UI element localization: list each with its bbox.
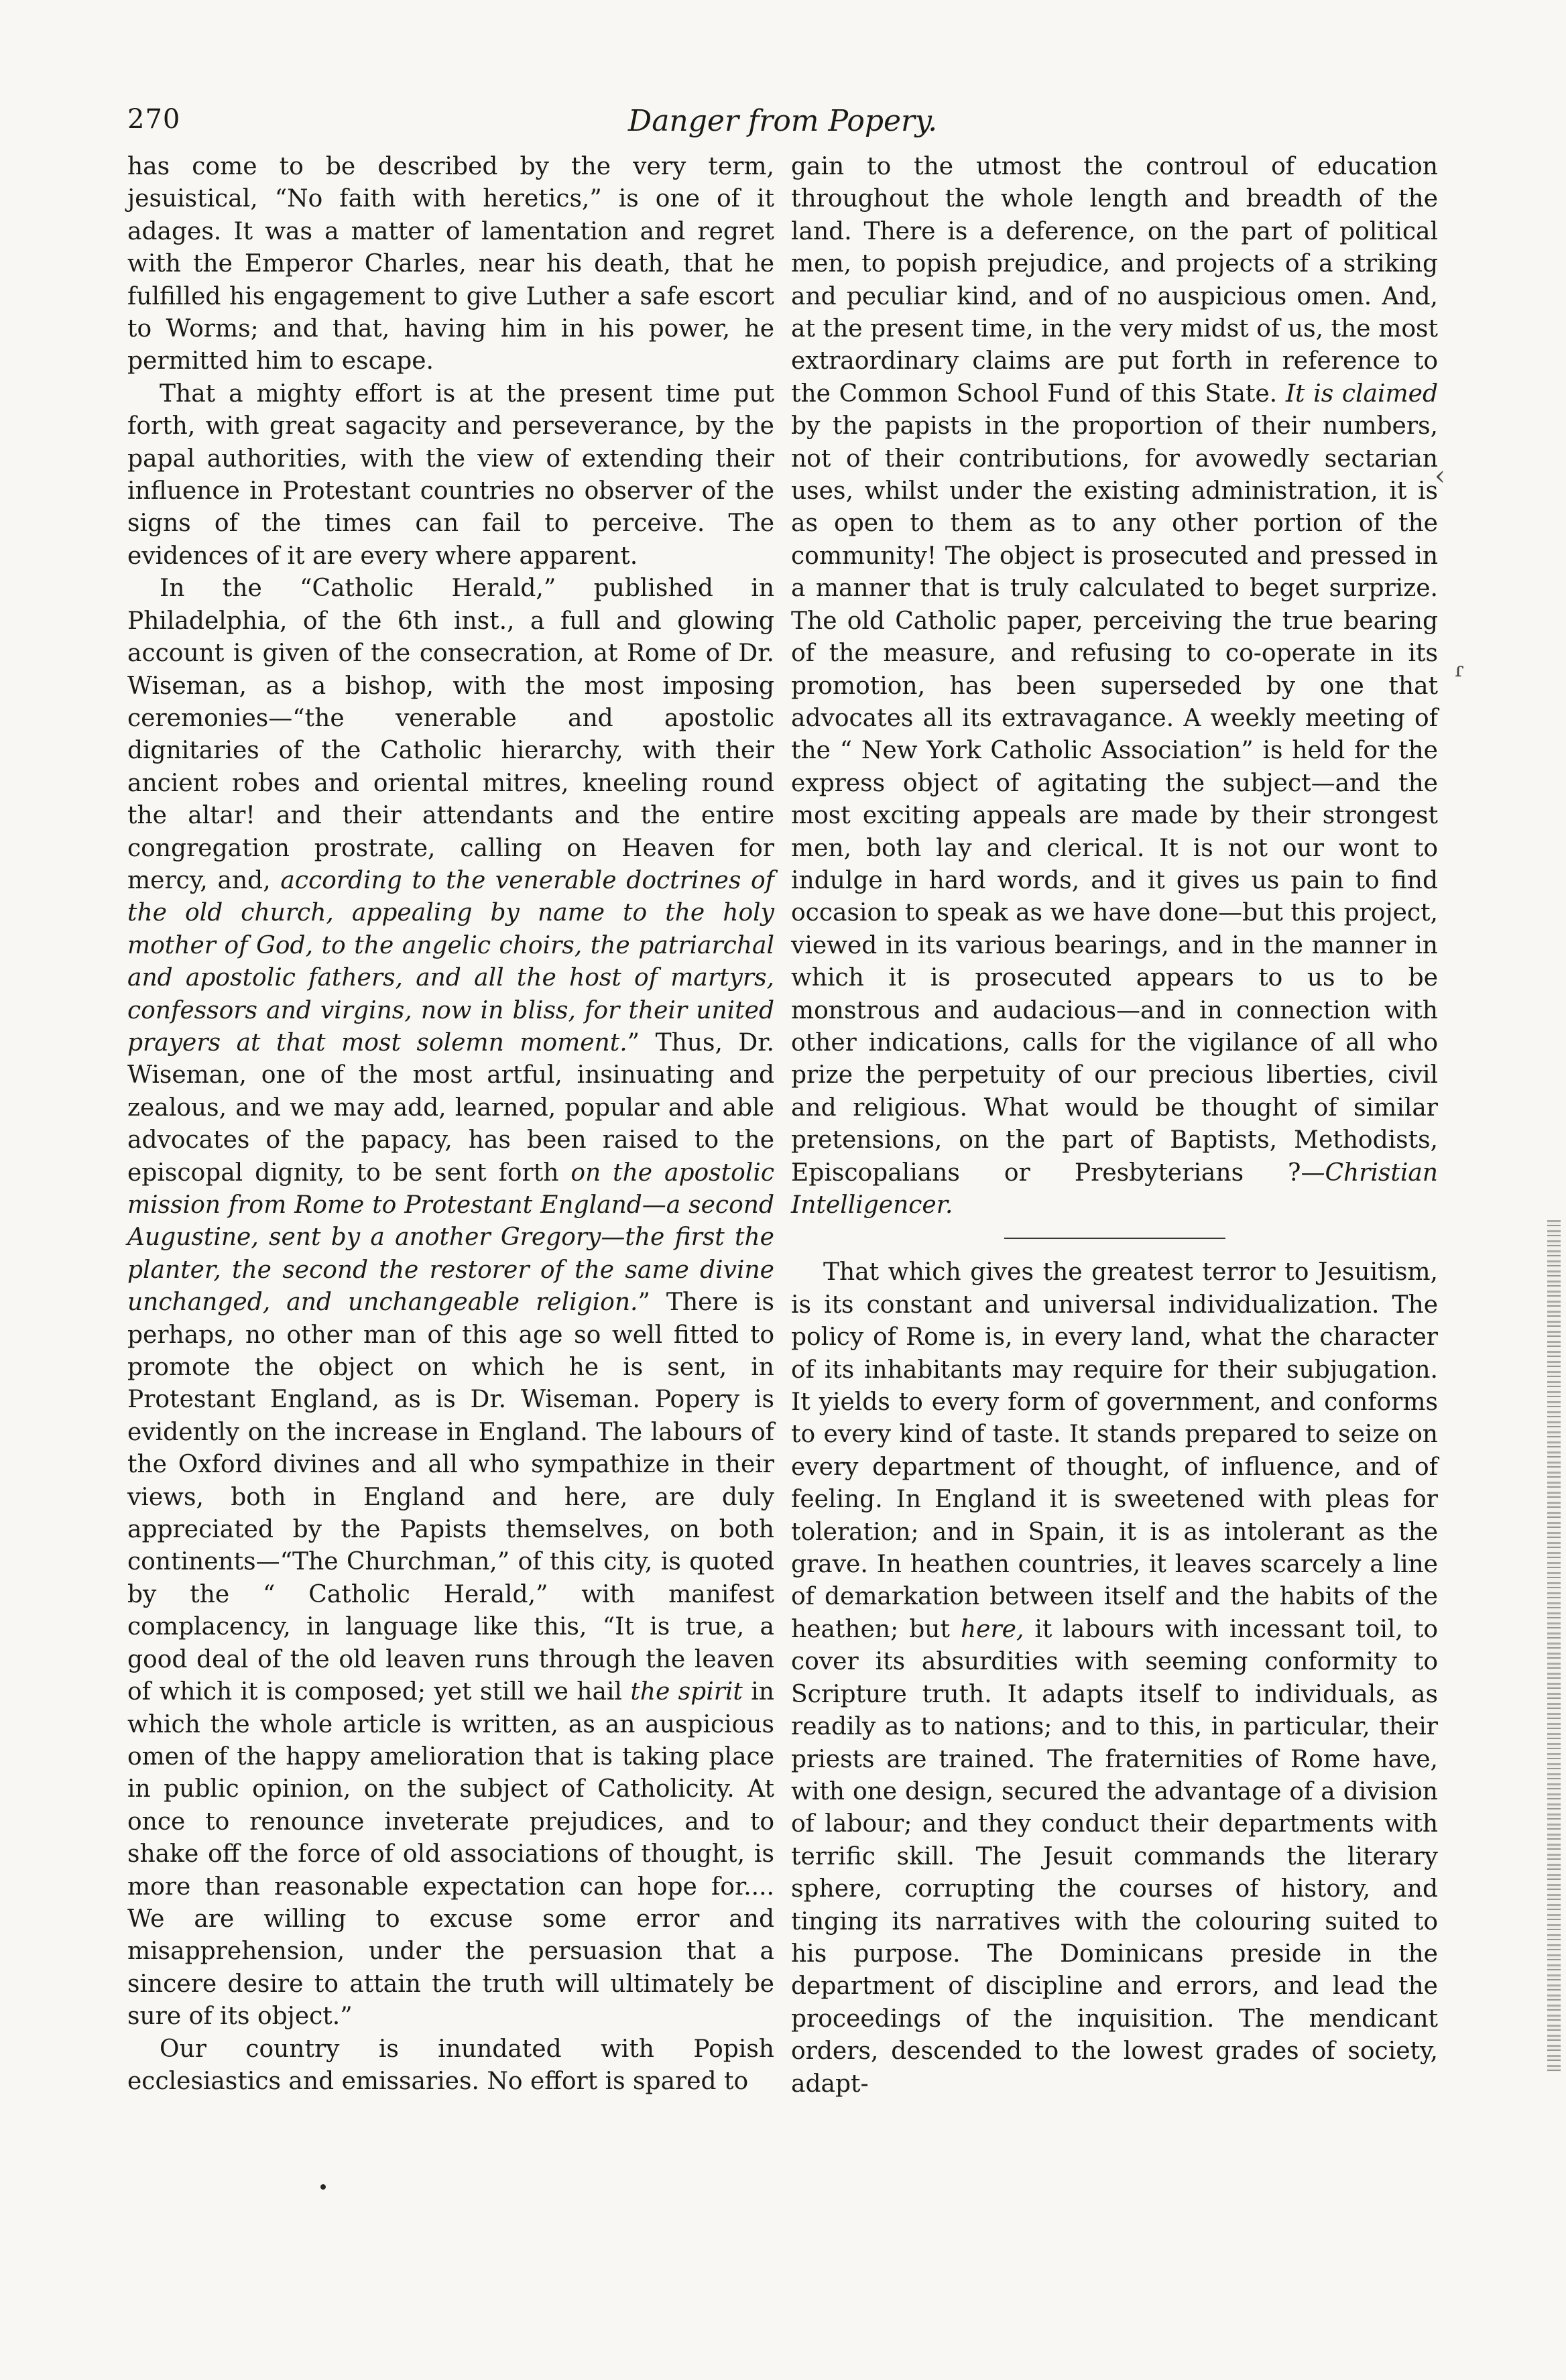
- text-run: In the “Catholic Herald,” published in Philadelphia, of the 6th inst., a full and glowing account is given of the consecration, at Rome of Dr. Wiseman, as a bishop, with the most imposing ceremonies—“the venerable and apostolic dignitaries of the Catholic hierarchy, with their ancient robes and oriental mitres, kneeling round the altar! and their attendants and the entire congregation prostrate, calling on Heaven for mercy, and,: [127, 575, 774, 894]
- italic-quote: on the apostolic mission from Rome to Protestant England—a second Augustine, sent by a another Gregory—the first the planter, the second the restorer of the same divine unchanged, and unchangeable religion.: [127, 1158, 774, 1317]
- text-run: That which gives the greatest terror to Jesuitism, is its constant and universal individualization. The policy of Rome is, in every land, what the character of its inhabitants may require for their subjugation. It yields to every form of government, and conforms to every kind of taste. It stands prepared to seize on every department of thought, of influence, and of feeling. In England it is sweetened with pleas for toleration; and in Spain, it is as intolerant as the grave. In heathen countries, it leaves scarcely a line of demarkation between itself and the habits of the heathen; but: [791, 1258, 1438, 1643]
- text-run: by the papists in the proportion of their numbers, not of their contributions, for avowedly sectarian uses, whilst under the existing administration, it is as open to them as to any other portion of the community! The object is prosecuted and pressed in a manner that is truly calculated to beget surprize. The old Catholic paper, perceiving the true bearing of the measure, and refusing to co-operate in its promotion, has been superseded by one that advocates all its extravagance. A weekly meeting of the “ New York Catholic Association” is held for the express object of agitating the subject—and the most exciting appeals are made by their strongest men, both lay and clerical. It is not our wont to indulge in hard words, and it gives us pain to find occasion to speak as we have done—but this project, viewed in its various bearings, and in the manner in which it is prosecuted appears to us to be monstrous and audacious—and in connection with other indications, calls for the vigilance of all who prize the perpetuity of our precious liberties, civil and religious. What would be thought of similar pretensions, on the part of Baptists, Methodists, Episcopalians or Presbyterians ?—: [791, 412, 1438, 1187]
- margin-mark: ɾ: [1455, 658, 1464, 682]
- running-title: Danger from Popery.: [627, 104, 938, 138]
- text-run: ” Thus, Dr. Wiseman, one of the most artful, insinuating and zealous, and we may add, learned, popular and able advocates of the papacy, has been raised to the episcopal dignity, to be sent forth: [127, 1028, 774, 1187]
- margin-mark: ‹: [1435, 461, 1445, 491]
- paragraph: [791, 151, 1438, 1222]
- text-run: ” There is perhaps, no other man of this age so well fitted to promote the object on which he is sent, in Protestant England, as is Dr. Wiseman. Popery is evidently on the increase in England. The labours of the Oxford divines and all who sympathize in their views, both in England and here, are duly appreciated by the Papists themselves, on both continents—“The Churchman,” of this city, is quoted by the “ Catholic Herald,” with manifest complacency, in language like this, “It is true, a good deal of the old leaven runs through the leaven of which it is composed; yet still we hail: [127, 1289, 774, 1706]
- page-edge-shadow: [1547, 1220, 1561, 2072]
- source-attribution: Christian Intelligencer.: [791, 1158, 1438, 1219]
- section-divider: [1004, 1238, 1225, 1239]
- paragraph: [127, 573, 774, 2033]
- italic-quote: according to the venerable doctrines of the old church, appealing by name to the holy mother of God, to the angelic choirs, the patriarchal and apostolic fathers, and all the host of martyrs, confessors and virgins, now in bliss, for their united prayers at that most solemn moment.: [127, 866, 774, 1057]
- paragraph: has come to be described by the very term, jesuistical, “No faith with heretics,” is one of it adages. It was a matter of lamentation and regret with the Emperor Charles, near his death, that he fulfilled his engagement to give Luther a safe escort to Worms; and that, having him in his power, he permitted him to escape.: [127, 153, 774, 375]
- text-run: it labours with incessant toil, to cover its absurdities with seeming conformity to Scripture truth. It adapts itself to individuals, as readily as to nations; and to this, in particular, their priests are trained. The fraternities of Rome have, with one design, secured the advantage of a division of labour; and they conduct their departments with terrific skill. The Jesuit commands the literary sphere, corrupting the courses of history, and tinging its narratives with the colouring suited to his purpose. The Dominicans preside in the department of discipline and errors, and lead the proceedings of the inquisition. The mendicant orders, descended to the lowest grades of society, adapt-: [791, 1615, 1438, 2098]
- page-number: 270: [127, 104, 181, 135]
- right-column: [791, 151, 1438, 2100]
- paragraph: That a mighty effort is at the present time put forth, with great sagacity and perseverance, by the papal authorities, with the view of extending their influence in Protestant countries no observer of the signs of the times can fail to perceive. The evidences of it are every where apparent.: [127, 379, 774, 570]
- paragraph: Our country is inundated with Popish ecclesiastics and emissaries. No effort is spared to: [127, 2035, 774, 2095]
- italic-phrase: It is claimed: [1285, 379, 1438, 408]
- ink-dot: [320, 2184, 326, 2190]
- text-run: in which the whole article is written, as an auspicious omen of the happy amelioration that is taking place in public opinion, on the subject of Catholicity. At once to renounce inveterate prejudices, and to shake off the force of old associations of thought, is more than reasonable expectation can hope for.... We are willing to excuse some error and misapprehension, under the persuasion that a sincere desire to attain the truth will ultimately be sure of its object.”: [127, 1678, 774, 2031]
- text-run: gain to the utmost the controul of education throughout the whole length and breadth of the land. There is a deference, on the part of political men, to popish prejudice, and projects of a striking and peculiar kind, and of no auspicious omen. And, at the present time, in the very midst of us, the most extraordinary claims are put forth in reference to the Common School Fund of this State.: [791, 153, 1438, 408]
- paragraph: [791, 1256, 1438, 2100]
- italic-phrase: the spirit: [630, 1678, 743, 1706]
- italic-phrase: here,: [960, 1615, 1024, 1643]
- left-column: [127, 151, 774, 2098]
- page-header: [127, 104, 1438, 151]
